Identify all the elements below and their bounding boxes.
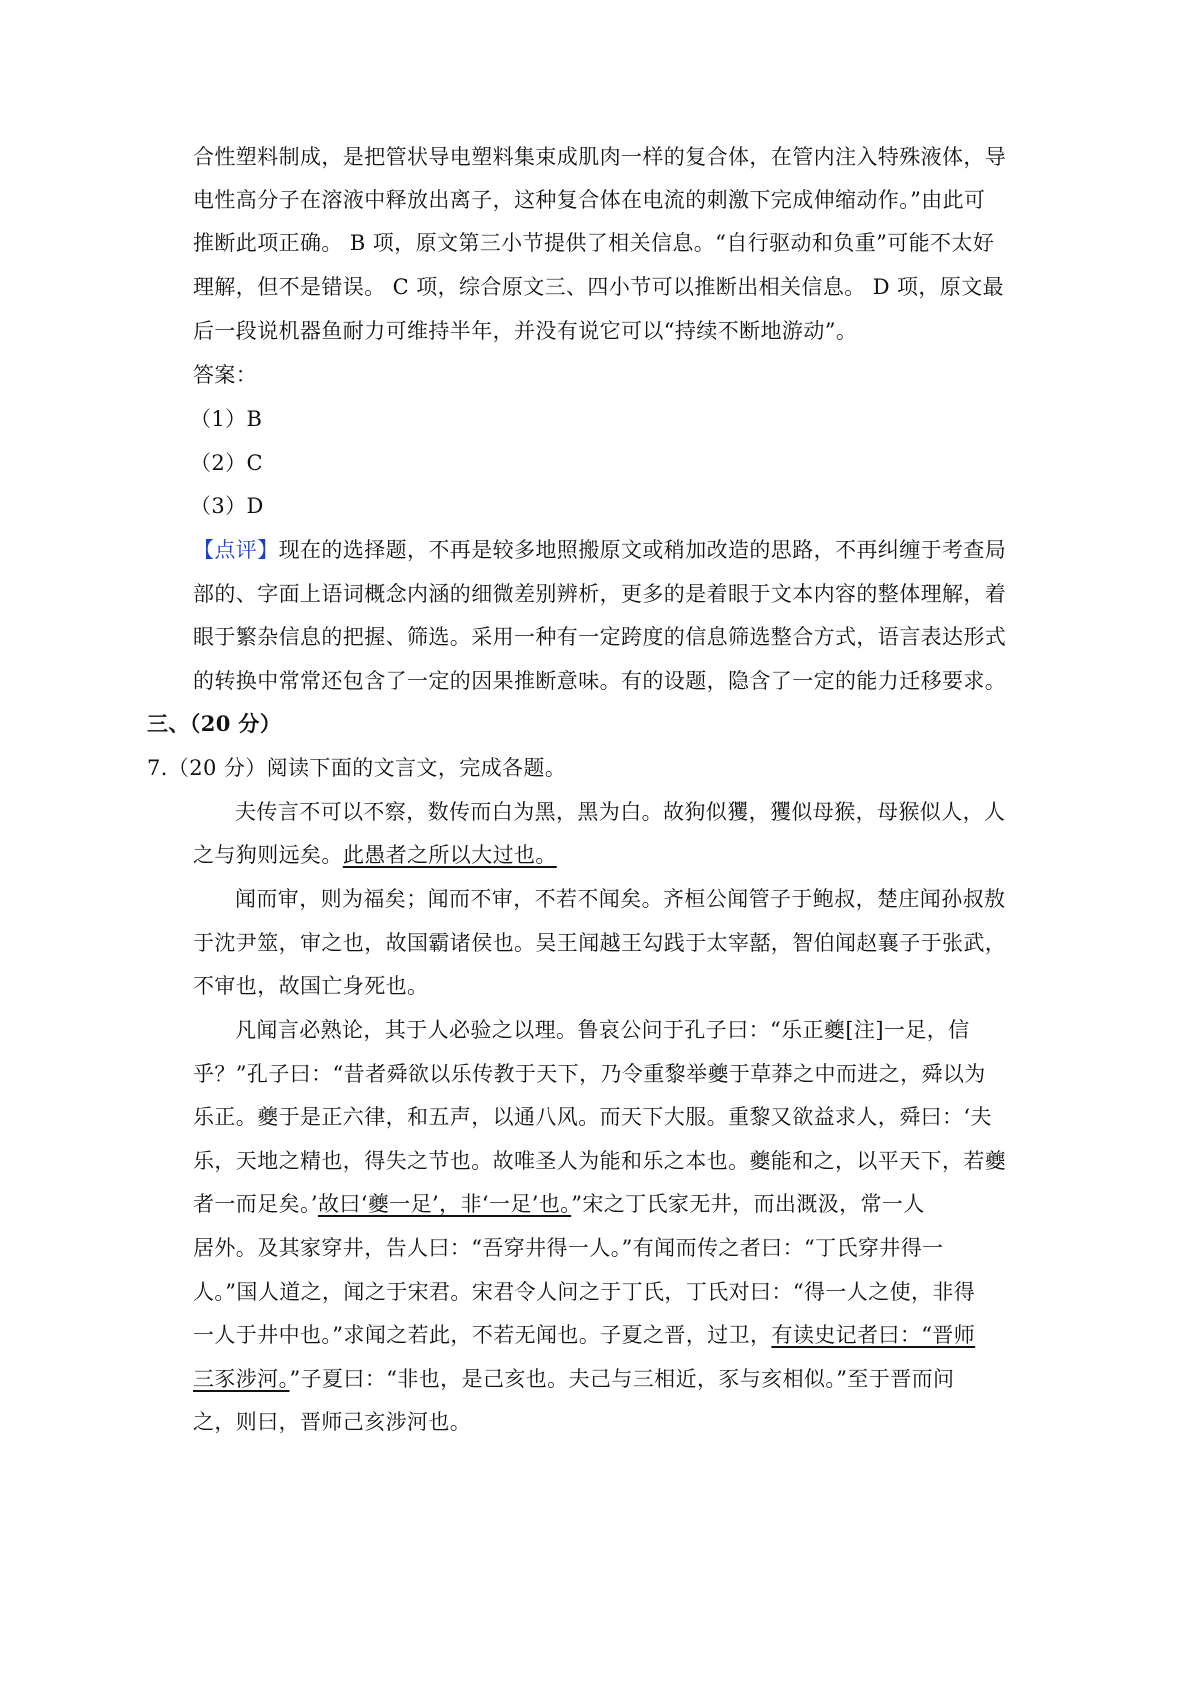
answer-item: （1）B: [190, 407, 263, 431]
passage-text: ”子夏曰：“非也，是己亥也。夫己与三相近，豕与亥相似。”至于晋而问: [289, 1367, 955, 1391]
section-heading: 三、（20 分）: [147, 711, 282, 736]
underlined-sentence: 此愚者之所以大过也。: [342, 843, 557, 867]
passage-line: 人。”国人道之，闻之于宋君。宋君令人问之于丁氏，丁氏对曰：“得一人之使，非得: [193, 1280, 976, 1304]
passage-text: ”宋之丁氏家无井，而出溉汲，常一人: [571, 1192, 925, 1216]
passage-line: 于沈尹筮，审之也，故国霸诸侯也。吴王闻越王勾践于太宰嚭，智伯闻赵襄子于张武，: [193, 931, 1007, 955]
answer-item: （2）C: [190, 451, 264, 475]
passage-text: 之与狗则远矣。: [193, 843, 343, 867]
comment-line: 眼于繁杂信息的把握、筛选。采用一种有一定跨度的信息筛选整合方式，语言表达形式: [193, 625, 1007, 649]
passage-line: [193, 1320, 975, 1350]
underlined-sentence: 有读史记者曰：“晋师: [771, 1323, 976, 1347]
analysis-line: 后一段说机器鱼耐力可维持半年，并没有说它可以“持续不断地游动”。: [193, 319, 858, 343]
analysis-line: 推断此项正确。 B 项，原文第三小节提供了相关信息。“自行驱动和负重”可能不太好: [193, 231, 995, 255]
passage-line: 夫传言不可以不察，数传而白为黑，黑为白。故狗似玃，玃似母猴，母猴似人，人: [235, 800, 1006, 824]
passage-line: 闻而审，则为福矣；闻而不审，不若不闻矣。齐桓公闻管子于鲍叔，楚庄闻孙叔敖: [235, 887, 1006, 911]
answer-item: （3）D: [190, 494, 264, 518]
comment-tag: 【点评】: [193, 538, 279, 562]
comment-line-first: [193, 535, 1006, 565]
analysis-line: 理解，但不是错误。 C 项，综合原文三、四小节可以推断出相关信息。 D 项，原文最: [193, 275, 1005, 299]
passage-line: 之，则曰，晋师己亥涉河也。: [193, 1410, 472, 1434]
comment-line: 部的、字面上语词概念内涵的细微差别辨析，更多的是着眼于文本内容的整体理解，着: [193, 582, 1007, 606]
analysis-line: 电性高分子在溶液中释放出离子，这种复合体在电流的刺激下完成伸缩动作。”由此可: [193, 188, 986, 212]
passage-line: 居外。及其家穿井，告人曰：“吾穿井得一人。”有闻而传之者曰：“丁氏穿井得一: [193, 1236, 944, 1260]
passage-line: 凡闻言必熟论，其于人必验之以理。鲁哀公问于孔子曰：“乐正夔[注]一足，信: [235, 1018, 970, 1042]
comment-line: 的转换中常常还包含了一定的因果推断意味。有的设题，隐含了一定的能力迁移要求。: [193, 669, 1007, 693]
passage-line: [193, 840, 557, 870]
underlined-sentence: 三豕涉河。: [193, 1367, 290, 1391]
comment-text: 现在的选择题，不再是较多地照搬原文或稍加改造的思路，不再纠缠于考查局: [278, 538, 1007, 562]
passage-line: 不审也，故国亡身死也。: [193, 974, 429, 998]
answer-label: 答案：: [193, 363, 258, 387]
passage-line: [193, 1189, 925, 1219]
passage-line: 乎？”孔子曰：“昔者舜欲以乐传教于天下，乃令重黎举夔于草莽之中而进之，舜以为: [193, 1062, 986, 1086]
question-prompt: 7.（20 分）阅读下面的文言文，完成各题。: [147, 756, 567, 780]
passage-text: 者一而足矣。’: [193, 1192, 318, 1216]
passage-line: [193, 1364, 954, 1394]
passage-line: 乐，天地之精也，得失之节也。故唯圣人为能和乐之本也。夔能和之，以平天下，若夔: [193, 1149, 1007, 1173]
passage-text: 一人于井中也。”求闻之若此，不若无闻也。子夏之晋，过卫，: [193, 1323, 772, 1347]
underlined-sentence: 故曰‘夔一足’，非‘一足’也。: [317, 1192, 572, 1216]
analysis-line: 合性塑料制成，是把管状导电塑料集束成肌肉一样的复合体，在管内注入特殊液体，导: [193, 145, 1007, 169]
passage-line: 乐正。夔于是正六律，和五声，以通八风。而天下大服。重黎又欲益求人，舜曰：‘夫: [193, 1105, 992, 1129]
